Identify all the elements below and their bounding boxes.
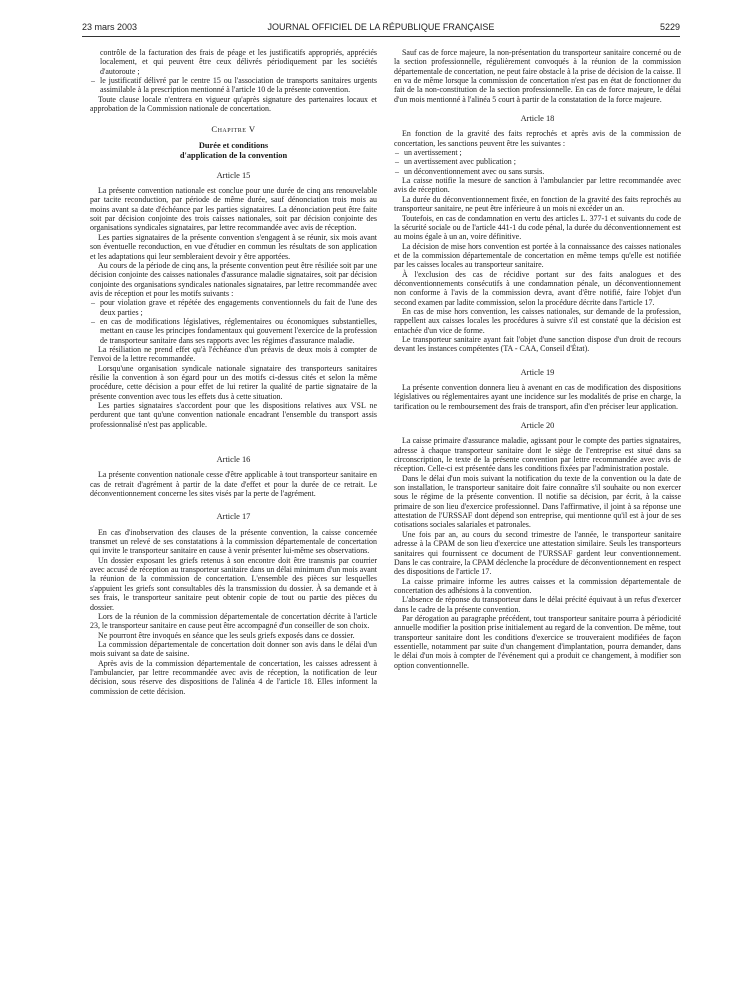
list-item-text: contrôle de la facturation des frais de péage et les justificatifs appropriés, appréciés localement, et qui peuvent être ceux délivrés périodiquement par les sociétés d'autoroute ; <box>100 48 377 76</box>
paragraph: En cas d'inobservation des clauses de la présente convention, la caisse concernée transmet un relevé de ses constatations à la commission départementale de concertation qui invite le transporteur sanitaire en cause à venir présenter lui-même ses observations. <box>90 527 377 556</box>
chapter-heading: Chapitre V <box>211 124 256 135</box>
header-date: 23 mars 2003 <box>82 22 138 32</box>
list-item: – un avertissement ; <box>394 148 681 157</box>
page-header <box>82 22 680 36</box>
paragraph: Le transporteur sanitaire ayant fait l'objet d'une sanction dispose d'un droit de recours devant les instances compétentes (TA - CAA, Conseil d'État). <box>394 334 681 354</box>
article-20-heading: Article 20 <box>520 421 555 431</box>
paragraph: Un dossier exposant les griefs retenus à son encontre doit être transmis par courrier avec accusé de réception au transporteur sanitaire dans un délai minimum d'un mois avant la réunion de la commission de concertation. L'ensemble des pièces sur lesquelles s'appuient les griefs sont consultables dès la transmission du dossier. À sa demande et à ses frais, le transporteur sanitaire peut obtenir copie de tout ou partie des pièces du dossier. <box>90 555 377 612</box>
paragraph: La commission départementale de concertation doit donner son avis dans le délai d'un mois suivant sa date de saisine. <box>90 639 377 659</box>
list-item <box>90 76 377 95</box>
paragraph: En fonction de la gravité des faits reprochés et après avis de la commission de concertation, les sanctions peuvent être les suivantes : <box>394 129 681 148</box>
intro-list <box>90 48 377 95</box>
paragraph: Lors de la réunion de la commission départementale de concertation décrite à l'article 23, le transporteur sanitaire en cause peut être accompagné d'un conseiller de son choix. <box>90 611 377 631</box>
paragraph: Toutefois, en cas de condamnation en vertu des articles L. 377-1 et suivants du code de la sécurité sociale ou de l'article 441-1 du code pénal, la durée du déconventionnement est au moins égale à un an, voire définitive. <box>394 213 681 242</box>
paragraph: Par dérogation au paragraphe précédent, tout transporteur sanitaire pourra à périodicité annuelle modifier la position prise initialement au regard de la convention. De même, tout transporteur sanitaire dont les conditions d'exercice se trouveraient modifiées de façon essentielle, notamment par suite d'un changement d'implantation, pourra demander, dans le délai d'un mois à compter de l'événement qui a produit ce changement, à modifier son option conventionnelle. <box>394 613 681 670</box>
paragraph: La caisse notifie la mesure de sanction à l'ambulancier par lettre recommandée avec avis de réception. <box>394 176 681 195</box>
paragraph: La présente convention nationale cesse d'être applicable à tout transporteur sanitaire en cas de retrait d'agrément à partir de la date d'effet et pour la durée de ce retrait. Le déconventionnement concerne les sites visés par la perte de l'agrément. <box>90 470 377 499</box>
chapter-title-line-1: Durée et conditions <box>198 140 269 150</box>
chapter-title-line-2: d'application de la convention <box>179 150 288 160</box>
paragraph: À l'exclusion des cas de récidive portant sur des faits analogues et des déconventionnements consécutifs à une condamnation pénale, un déconventionnement non conforme à l'avis de la commission devra, avant d'être notifié, faire l'objet d'un second examen par ladite commission, selon la procédure décrite dans l'article 17. <box>394 269 681 307</box>
paragraph: L'absence de réponse du transporteur dans le délai précité équivaut à un refus d'exercer dans le cadre de la présente convention. <box>394 595 681 614</box>
paragraph: Lorsqu'une organisation syndicale nationale signataire des transporteurs sanitaires résilie la convention à son égard pour un des motifs ci-dessus cités et selon la même procédure, cette décision a pour effet de lui retirer la qualité de partie signataire de la présente convention avec tous les effets dus à cette situation. <box>90 363 377 401</box>
paragraph: Dans le délai d'un mois suivant la notification du texte de la convention ou la date de son installation, le transporteur sanitaire doit faire connaître s'il souhaite ou non exercer sous le régime de la présente convention. Il notifie sa décision, par écrit, à la caisse primaire de son lieu d'exercice professionnel. Dans l'affirmative, il joint à sa réponse une attestation de l'URSSAF dont dépend son entreprise, qui mentionne qu'il est à jour de ses cotisations sociales salariales et patronales. <box>394 473 681 530</box>
paragraph: Les parties signataires s'accordent pour que les dispositions relatives aux VSL ne perdurent que tant qu'une convention nationale encadrant l'ensemble du transport assis professionnalisé n'est pas applicable. <box>90 401 377 429</box>
paragraph: Toute clause locale n'entrera en vigueur qu'après signature des partenaires locaux et approbation de la Commission nationale de concertation. <box>90 94 377 114</box>
right-column <box>394 48 681 670</box>
paragraph: Ne pourront être invoqués en séance que les seuls griefs exposés dans ce dossier. <box>98 630 355 640</box>
header-page-number: 5229 <box>659 22 680 32</box>
paragraph: Sauf cas de force majeure, la non-présentation du transporteur sanitaire concerné ou de la section professionnelle, régulièrement convoqués à la réunion de la commission départementale de concertation, ne peut faire obstacle à la prise de décision de la caisse. Il en va de même lorsque la commission de concertation n'est pas en état de fonctionner du fait de la non-constitution de la section professionnelle. En cas de force majeure, le délai d'un mois mentionné à l'alinéa 5 court à partir de la constatation de la force majeure. <box>394 48 681 104</box>
paragraph: La caisse primaire informe les autres caisses et la commission départementale de concertation des adhésions à la convention. <box>394 576 681 595</box>
paragraph: Une fois par an, au cours du second trimestre de l'année, le transporteur sanitaire adresse à la CPAM de son lieu d'exercice une attestation similaire. Seuls les transporteurs sanitaires qui fournissent ce document de l'URSSAF gardent leur conventionnement. Dans le cas contraire, la CPAM déclenche la procédure de déconventionnement en respect des dispositions de l'article 17. <box>394 529 681 577</box>
left-column <box>90 48 377 696</box>
article-16-heading: Article 16 <box>216 455 251 465</box>
list-item-text: le justificatif délivré par le centre 15 ou l'association de transports sanitaires urgents assimilable à la prescription mentionné à l'article 10 de la présente convention. <box>100 76 377 95</box>
paragraph: La décision de mise hors convention est portée à la connaissance des caisses nationales et de la commission départementale de concertation en même temps qu'elle est notifiée par les caisses locales au transporteur sanitaire. <box>394 241 681 270</box>
paragraph: La présente convention donnera lieu à avenant en cas de modification des dispositions législatives ou réglementaires ayant une incidence sur les modalités de prise en charge, la tarification ou le remboursement des frais de transport, afin d'en préciser leur application. <box>394 383 681 411</box>
header-rule <box>82 36 680 37</box>
article-15-heading: Article 15 <box>216 170 251 180</box>
article-18-heading: Article 18 <box>520 114 555 124</box>
article-19-heading: Article 19 <box>520 367 555 377</box>
paragraph: Les parties signataires de la présente convention s'engagent à se réunir, six mois avant son éventuelle reconduction, en vue d'étudier en commun les résultats de son application et les adaptations qui leur sembleraient devoir y être apportées. <box>90 232 377 261</box>
paragraph: La résiliation ne prend effet qu'à l'échéance d'un préavis de deux mois à compter de l'envoi de la lettre recommandée. <box>90 344 377 364</box>
header-journal-title: JOURNAL OFFICIEL DE LA RÉPUBLIQUE FRANÇAISE <box>267 22 495 32</box>
article-15-list <box>90 298 377 345</box>
paragraph: La caisse primaire d'assurance maladie, agissant pour le compte des parties signataires, adresse à chaque transporteur sanitaire dont le siège de l'entreprise est situé dans sa circonscription, le texte de la présente convention par lettre recommandée avec avis de réception. Celle-ci est présentée dans les conditions fixées par l'administration postale. <box>394 436 681 474</box>
list-item <box>90 48 377 76</box>
paragraph: En cas de mise hors convention, les caisses nationales, sur demande de la profession, rappellent aux caisses locales les procédures à suivre s'il est constaté que la décision est entachée d'un vice de forme. <box>394 306 681 335</box>
sanctions-list <box>394 148 681 176</box>
paragraph: La présente convention nationale est conclue pour une durée de cinq ans renouvelable par tacite reconduction, par période de même durée, sauf dénonciation trois mois au moins avant sa date d'échéance par les parties signataires. La dénonciation peut être faite soit par décision conjointe des trois caisses nationales, soit par décision conjointe des organisations syndicales signataires, par lettre recommandée avec avis de réception. <box>90 186 377 233</box>
article-17-heading: Article 17 <box>216 512 251 522</box>
list-item: – pour violation grave et répétée des engagements conventionnels du fait de l'une des deux parties ; <box>90 298 377 317</box>
paragraph: Après avis de la commission départementale de concertation, les caisses adressent à l'ambulancier, par lettre recommandée avec avis de réception, la notification de leur décision, sous réserve des dispositions de l'alinéa 4 de l'article 18. Elles informent la commission de cette décision. <box>90 658 377 696</box>
list-item: – un déconventionnement avec ou sans sursis. <box>394 167 681 176</box>
paragraph: La durée du déconventionnement fixée, en fonction de la gravité des faits reprochés au transporteur sanitaire, ne peut être inférieure à un mois ni excéder un an. <box>394 194 681 214</box>
list-item: – en cas de modifications législatives, réglementaires ou économiques substantielles, mettant en cause les principes fondamentaux qui gouvernent l'exercice de la profession de transporteur sanitaire dans ses rapports avec les régimes d'assurance maladie. <box>90 317 377 345</box>
list-item: – un avertissement avec publication ; <box>394 157 681 166</box>
paragraph: Au cours de la période de cinq ans, la présente convention peut être résiliée soit par une décision conjointe des caisses nationales d'assurance maladie signataires, soit par décision conjointe des organisations syndicales nationales signataires, par lettre recommandée avec avis de réception et pour les motifs suivants : <box>90 260 377 298</box>
